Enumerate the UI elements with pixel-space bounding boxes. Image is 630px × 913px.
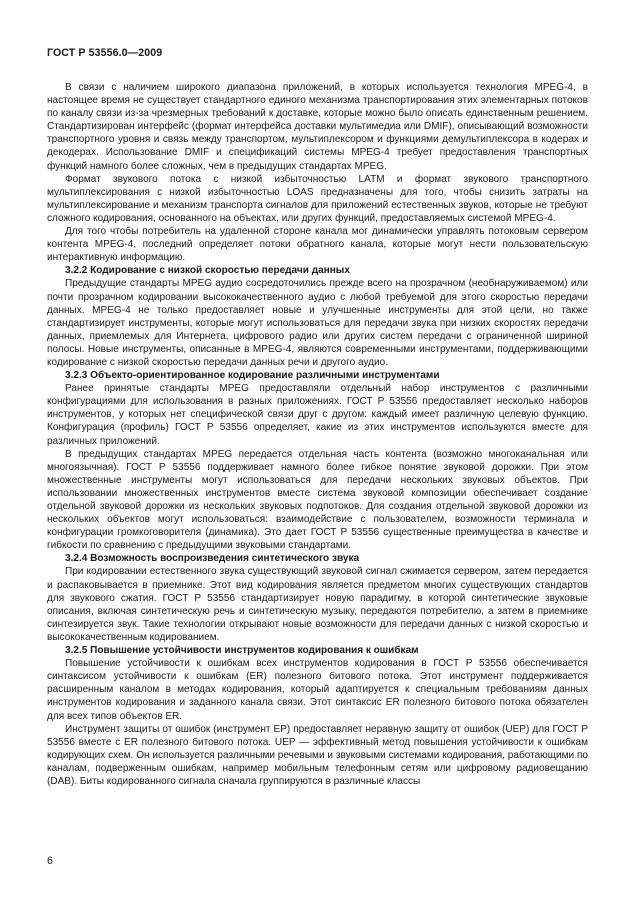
paragraph: Формат звукового потока с низкой избыточностью LATM и формат звукового транспортного мультиплексирования с низкой избыточностью LOAS предназначены для того, чтобы снизить затраты на мультиплексирование и механизм транспорта сигналов для приложений естественных звуков, которые не требуют сложного кодирования, основанного на объектах, или других функций, предоставляемых системой MPEG-4. — [47, 173, 588, 224]
section-heading: 3.2.5 Повышение устойчивости инструментов кодирования к ошибкам — [65, 645, 419, 657]
paragraph: В предыдущих стандартах MPEG передается отдельная часть контента (возможно многоканальная или многоязычная). ГОСТ Р 53556 поддерживает намного более гибкое понятие звуковой дорожки. При этом множественные инструменты могут использоваться для передачи нескольких звуковых объектов. При использовании множественных инструментов вместе система звуковой композиции обеспечивает создание отдельной звуковой дорожки из нескольких звуковых подпотоков. Для создания отдельной звуковой дорожки из нескольких объектов могут использоваться: взаимодействие с пользователем, возможности терминала и конфигурации громкоговорителя (динамика). Это дает ГОСТ Р 53556 существенные преимущества в качестве и гибкости по сравнению с предыдущими звуковыми стандартами. — [47, 448, 588, 552]
paragraph: Для того чтобы потребитель на удаленной стороне канала мог динамически управлять потоковым сервером контента MPEG-4, последний определяет потоки обратного канала, которые могут нести пользовательскую интерактивную информацию. — [47, 226, 588, 264]
paragraph: В связи с наличием широкого диапазона приложений, в которых используется технология MPEG-4, в настоящее время не существует стандартного единого механизма транспортирования этих элементарных потоков по каналу связи из-за чрезмерных требований к доставке, которые можно было описать единственным решением. Стандартизирован интерфейс (формат интерфейса доставки мультимедиа или DMIF), описывающий возможности транспортного уровня и связь между транспортом, мультиплексором и функциями демультиплексора в кодерах и декодерах. Использование DMIF и спецификаций системы MPEG-4 требует предоставления транспортных функций намного более сложных, чем в предыдущих стандартах MPEG. — [47, 82, 588, 172]
document-body — [47, 81, 588, 788]
paragraph: Инструмент защиты от ошибок (инструмент EP) предоставляет неравную защиту от ошибок (UEP) для ГОСТ Р 53556 вместе с ER полезного битового потока. UEP — эффективный метод повышения устойчивости к ошибкам кодирующих схем. Он используется различными речевыми и звуковыми системами кодирования, работающими по каналам, подверженным ошибкам, например мобильным телефонным сетям или цифровому радиовещанию (DAB). Биты кодированного сигнала сначала группируются в различные классы — [47, 723, 588, 787]
paragraph: При кодировании естественного звука существующий звуковой сигнал сжимается сервером, затем передается и распаковывается в приемнике. Этот вид кодирования является предметом многих существующих стандартов для звукового сжатия. ГОСТ Р 53556 стандартизирует новую парадигму, в которой синтетические звуковые описания, включая синтетическую речь и синтетическую музыку, передаются потребителю, а затем в приемнике синтезируется звук. Такие технологии открывают новые возможности для передачи данных с низкой скоростью и высококачественным кодированием. — [47, 566, 588, 643]
page-number: 6 — [47, 855, 53, 867]
section-heading: 3.2.3 Объекто-ориентированное кодирование различными инструментами — [65, 370, 440, 382]
document-header: ГОСТ Р 53556.0—2009 — [47, 47, 163, 59]
paragraph: Ранее принятые стандарты MPEG предоставляли отдельный набор инструментов с различными конфигурациями для использования в разных приложениях. ГОСТ Р 53556 предоставляет несколько наборов инструментов, у которых нет специфической связи друг с другом: каждый имеет различную целевую функцию. Конфигурация (профиль) ГОСТ Р 53556 определяет, какие из этих инструментов используются вместе для различных приложений. — [47, 383, 588, 447]
section-heading: 3.2.2 Кодирование с низкой скоростью передачи данных — [65, 265, 350, 277]
paragraph: Повышение устойчивости к ошибкам всех инструментов кодирования в ГОСТ Р 53556 обеспечивается синтаксисом устойчивости к ошибкам (ER) полезного битового потока. Этот инструмент поддерживается расширенным каналом в методах кодирования, который адаптируется к специальным требованиям данных инструментов кодирования и заданного канала связи. Этот синтаксис ER полезного битового потока обязателен для всех типов объектов ER. — [47, 658, 588, 722]
paragraph: Предыдущие стандарты MPEG аудио сосредоточились прежде всего на прозрачном (необнаруживаемом) или почти прозрачном кодировании высококачественного аудио с любой требуемой для этого скоростью передачи данных. MPEG-4 не только предоставляет новые и улучшенные инструменты для этой цели, но также стандартизирует инструменты, которые могут использоваться для передачи звука при низких скоростях передачи данных, приемлемых для Интернета, цифрового радио или других систем передачи с ограниченной шириной полосы. Новые инструменты, описанные в MPEG-4, являются современными инструментами, поддерживающими кодирование с низкой скоростью передачи данных речи и другого аудио. — [47, 278, 588, 368]
section-heading: 3.2.4 Возможность воспроизведения синтетического звука — [65, 553, 360, 565]
